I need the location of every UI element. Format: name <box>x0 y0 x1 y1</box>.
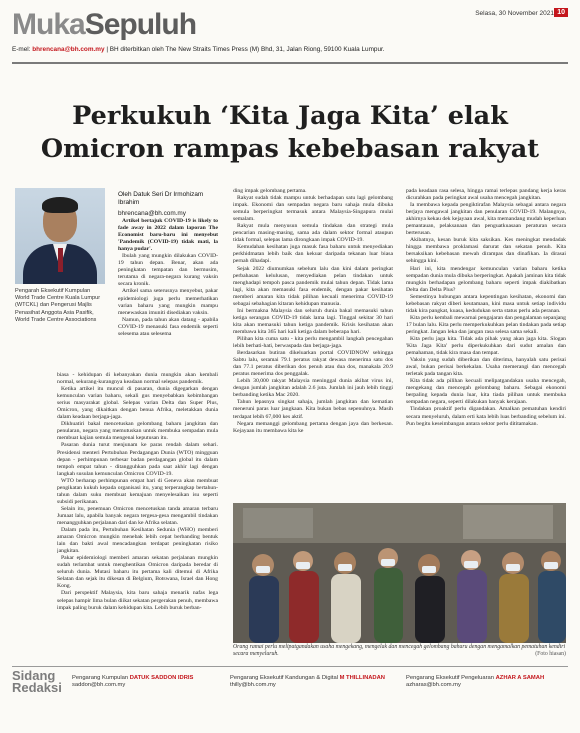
page-number-badge: 10 <box>554 8 568 17</box>
article-paragraph: WTO berharap perhimpunan empat hari di Geneva akan membuat pengikatan kukuh kepada organisasi itu, yang terperangkap bertahun-tahun dalam suku membuat kemajuan menyelesaikan isu seperti subsidi perikanan. <box>57 477 218 505</box>
author-block <box>15 188 105 324</box>
article-column-1a <box>118 218 218 370</box>
photo-caption-text: Orang ramai perlu melipatgandakan usaha mengekang, mengelak dan mencegah gelombang baharu dengan mengamalkan pematuhan kendiri secara menyeluruh. <box>233 644 566 657</box>
author-photo <box>15 188 105 284</box>
photo-caption <box>233 644 566 658</box>
article-paragraph: Tindakan proaktif perlu digandakan. Amalkan pematuhan kendiri secara menyeluruh, dalam erti kata lebih luas berbanding sebelum ini. Pun begitu keseimbangan antara sektor perlu dititamakan. <box>406 406 566 427</box>
article-paragraph: Kita perlu kembali mewarnai pengajaran dan pengalaman sepanjang 17 bulan lalu. Kita perlu memperkukuhkan pelan tindakan pada setiap peringkat. Jangan leka dan jangan rasa selesa sama sekali. <box>406 314 566 335</box>
article-paragraph: Ketika artikel itu muncul di pasaran, dunia digegarkan dengan kemunculan varian baharu, sekali gus menyebabkan kebimbangan serius masyarakat global. Selepas varian Delta dan Super Plus, Omicron, yang dikaitkan dengan benua Afrika, meletakkan dunia dalam keadaan berjaga-jaga. <box>57 386 218 421</box>
editor-credit-1: Pengarang Kumpulan DATUK SADDON IDRIS saddon@bh.com.my <box>72 675 194 689</box>
crowd-illustration <box>233 503 566 643</box>
news-photo <box>233 503 566 643</box>
article-paragraph: Namun, pada tahun akan datang - apabila COVID-19 menasuki fasa endemik seperti selesema atau selesema <box>118 316 218 337</box>
article-paragraph: Kemudahan kesihatan juga masuk fasa baharu untuk menyediakan perkhidmatan lebih baik dan kekuar daripada tekanan luar biasa pernah dihadapi. <box>233 244 393 265</box>
section-email: bhrencana@bh.com.my <box>32 46 105 53</box>
article-headline <box>20 100 560 166</box>
logo-muka: Muka <box>12 8 85 41</box>
divider-bar: | <box>106 46 110 53</box>
issue-date: Selasa, 30 November 2021 <box>475 10 554 17</box>
article-paragraph: Rakyat sudah tidak mampu untuk berhadapan satu lagi gelombang impak. Ekonomi dan sempadan negara baru sahaja mula dibuka semula berperingkat termasuk antara Malaysia-Singapura mulai semalam. <box>233 195 393 223</box>
article-paragraph: Semestinya hubungan antara kepentingan kesihatan, ekonomi dan kebebasan rakyat diberi keutamaan, kini masa untuk setiap individu tidak kira pangkat, kuasa, kedudukan serta status perlu ada peranan. <box>406 293 566 314</box>
author-caption: Pengarah Eksekutif Kumpulan World Trade Centre Kuala Lumpur (WTCKL) dan Pengerusi Majlis Penasihat Anggota Asia Pasifik, World Trade Centre Associations <box>15 288 101 323</box>
article-paragraph: Selain itu, penemuan Omicron mencetuskan tanda amaran terbaru Jumaat lalu, apabila banyak negara tergesa-gesa mengambil tindakan menangguhkan perjalanan dari dan ke Afrika selatan. <box>57 505 218 526</box>
article-paragraph: Tahun lepasnya singkat sahaja, jumlah jangkitan dan kematian meneruni paras luar jangkaan. Kita bukan bebas sepenuhnya. Masih terdapat lebih 67,000 kes aktif. <box>233 399 393 420</box>
logo-sepuluh: Sepuluh <box>84 8 197 41</box>
article-paragraph: biasa - kehidupan di kebanyakan dunia mungkin akan kembali normal, sekurang-kurangnya keadaan normal selepas pandemik. <box>57 372 218 386</box>
article-paragraph: Kita tidak ada pilihan kecuali melipatgandakan usaha mencegah, mengekang dan mencegah gelombang baharu. Sebagai ekonomi berpaling kepada dunia luar, kita tiada pilihan untuk membuka sempadan negara, seperti dilakukan banyak kerajaan. <box>406 378 566 406</box>
article-paragraph: Sejak 2022 diumumkan sebelum lalu dan kini dalam peringkat perbahasan kelulusan, menyediakan pelan tindakan untuk menghadapi tempoh pasca pandemik mulai tahun depan. Tidak lama lagi, kita akan memasuki fasa endemik, dengan pakar kesihatan memberi amaran kita tidak pilihan kecuali menerima COVID-19 sebagai sebahagian kitaran kehidupan manusia. <box>233 265 393 307</box>
article-paragraph: Lebih 30,000 rakyat Malaysia meninggal dunia akibat virus ini, dengan jumlah jangkitan adalah 2.6 juta. Jumlah ini jauh lebih tinggi berbanding ketika Mac 2020. <box>233 378 393 399</box>
article-paragraph: Dalam pada itu, Pertubuhan Kesihatan Sedunia (WHO) memberi amaran Omicron mungkin menebak lebih cepat berbanding bentuk lain dan bakti awal mencadangkan terdapat peningkatan risiko jangkitan. <box>57 527 218 555</box>
photo-credit: (Foto hiasan) <box>535 651 566 657</box>
article-paragraph: Artikel bertajuk COVID-19 is likely to fade away in 2022 dalam laporan The Economist baru-baru ini menyebut 'Pandemik (COVID-19) tidak mati, la hanya pudar'. <box>118 218 218 253</box>
editorial-board-title: Sidang Redaksi <box>12 668 62 695</box>
editor-credit-3: Pengarang Eksekutif Pengeluaran AZHAR A SAMAH azharas@bh.com.my <box>406 675 545 689</box>
author-email: bhrencana@bh.com.my <box>118 210 186 218</box>
article-paragraph: Negara memanggi gelombang pertama dengan jaya dan berkesan. Kejayaan itu membawa kita ke <box>233 420 393 434</box>
article-paragraph: ding impak gelombang pertama. <box>233 188 307 194</box>
article-paragraph: Ibulah yang mungkin dilakukan COVID-19 tahun depan. Benar, akan ada peningkatan tempatan dan bermusim, terutama di negara-negara kurang vaksin secara kronik. <box>118 253 218 288</box>
publisher-text: BH diterbitkan oleh The New Straits Times Press (M) Bhd, 31, Jalan Riong, 59100 Kuala Lumpur. <box>109 46 385 53</box>
top-rule <box>12 62 568 64</box>
article-paragraph: Dikhuatiri bakal mencetuskan gelombang baharu jangkitan dan penularan, negara yang memutuskan untuk membuka sempadan mula membuat kajian semula mengenai keputusan itu. <box>57 421 218 442</box>
byline <box>118 191 218 219</box>
editor-credit-2: Pengarang Eksekutif Kandungan & Digital M THILLINADAN thilly@bh.com.my <box>230 675 385 689</box>
masthead <box>12 6 568 64</box>
article-paragraph: Artikel sama seterusnya menyebut, pakar epidemiologi juga perlu memerhatikan varian baharu yang mungkin mampu menewaskan imuniti disediakan vaksin. <box>118 288 218 316</box>
article-paragraph: Berdasarkan butiran dikeluarkan portal COVIDNOW sehingga Sabtu lalu, seramai 79.1 peratus rakyat dewasa menerima satu dos dan 77.1 peratus diberikan dos penuh atau dua dos, manakala 20.9 peratus menerima dos penggalak. <box>233 350 393 378</box>
article-paragraph: Kita perlu jaga kita. Tidak ada pihak yang akan jaga kita. Slogan 'Kita Jaga Kita' perlu diperkukuhkan dari sudut amalan dan pemahaman, tidak kira masa dan tempat. <box>406 335 566 357</box>
author-name: Oleh Datuk Seri Dr Irmohizam Ibrahim <box>118 191 204 207</box>
article-paragraph: pada keadaan rasa selesa, hingga ramai terlepas pandang kerja keras dicurahkan pada peringkat awal usaha mencegah jangkitan. <box>406 188 566 202</box>
article-paragraph: Vaksin yang sudah diberikan dan diterima, hanyalah satu perisai awal, bukan perisai berkekalan. Usaha memerangi dan mencegah terletak pada tangan kita. <box>406 357 566 378</box>
article-paragraph: Ia membawa kepada pengiktirafan Malaysia sebagai antara negara berjaya mengawal jangkitan dan penularan COVID-19. Malangnya, akhirnya kekau dek kejayaan awal, kita memandang mudah keperluan pemantauan, pelaksanaan dan penguatkuasaan peraturan secara berterusan. <box>406 202 566 237</box>
article-paragraph: Hari ini, kita mendengar kemunculan varian baharu ketika sempadan dunia mula dibuka berperingkat. Apakah jaminan kita tidak mungkin berhadapan gelombang baharu seperti impak diakibatkan Delta dan Delta Plus? <box>406 265 566 293</box>
headline-line-1: Perkukuh ‘Kita Jaga Kita’ elak <box>72 101 508 131</box>
article-paragraph: Dari perspektif Malaysia, kita baru sahaja menarik nafas lega selepas hampir lima bulan diikat sekatan pergerakan penuh, membawa impak paling buruk dalam kehidupan kita. Lebih buruk berban- <box>57 590 218 611</box>
article-paragraph: Pilihan kita cuma satu - kita perlu mengambil langkah pencegahan lebih berhati-hati, berwaspada dan berjaga-jaga. <box>233 335 393 350</box>
article-paragraph: Rakyat mula menyusun semula tindakan dan strategi mula pencarian masing-masing, sama ada dalam sektor formal ataupun tidak formal, selepas lama dirongkaan impak COVID-19. <box>233 223 393 244</box>
article-column-2 <box>233 188 393 500</box>
publisher-info-bar <box>12 46 568 53</box>
article-paragraph: Pasaran dunia turut menjunam ke paras rendah dalam sehari. Presidensi menteri Pertubuhan Perdagangan Dunia (WTO) mingguan depan - perhimpunan terbesar badan perdagangan global itu dalam tempoh empat tahun - ditangguhkan pada saat akhir lagi dengan langkah susulan kemunculan Omicron COVID-19. <box>57 442 218 477</box>
article-paragraph: Pakar epidemiologi memberi amaran sekatan perjalanan mungkin sudah terlambat untuk menghentikan Omicron daripada beredar di seluruh dunia. Mutasi baharu itu pertama kali ditemui di Afrika Selatan dan sejak itu dikesan di Belgium, Botswana, Israel dan Hong Kong. <box>57 555 218 590</box>
editorial-board-footer <box>12 670 568 720</box>
article-paragraph: Akibatnya, kesan buruk kita saksikan. Kes meningkat mendadak hingga membawa proklamasi darurat dan sekatan penuh. Kita bersaksikan kebebasan mewah dirampas dan dinafikan. Ia dirasai sehingga kini. <box>406 237 566 265</box>
article-column-1b <box>57 372 218 657</box>
bottom-rule <box>12 666 568 667</box>
email-label: E-mel: <box>12 46 31 53</box>
headline-line-2: Omicron rampas kebebasan rakyat <box>40 134 540 164</box>
article-paragraph: Ini bermakna Malaysia dan seluruh dunia bakal memasuki tahun ketiga serangan COVID-19 tidak lama lagi. Tinggal sekitar 30 hari kita akan memasuki tahun ketiga pandemik. Krisis kesihatan akan membawa kita 365 hari kali ketiga dalam beberapa hari. <box>233 307 393 335</box>
section-logo <box>12 8 196 42</box>
article-column-3 <box>406 188 566 500</box>
